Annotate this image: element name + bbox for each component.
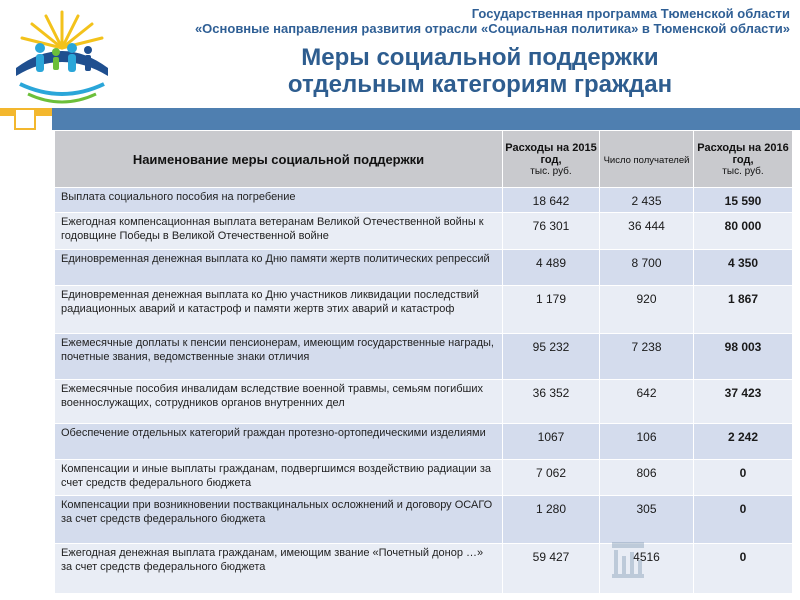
table-header-row <box>55 131 793 188</box>
header-measure-name: Наименование меры социальной поддержки <box>55 131 503 188</box>
recipients-value: 806 <box>600 460 694 496</box>
expenses-2016-value: 4 350 <box>694 250 793 286</box>
measure-name: Компенсации и иные выплаты гражданам, подвергшимся воздействию радиации за счет средств федерального бюджета <box>55 460 503 496</box>
support-measures-table <box>54 130 793 594</box>
header-expenses-2015-label: Расходы на 2015 год, <box>505 141 597 166</box>
program-header <box>150 6 790 36</box>
header-expenses-2015 <box>503 131 600 188</box>
table-row <box>55 544 793 594</box>
table-row <box>55 334 793 380</box>
header-expenses-2016-unit: тыс. руб. <box>722 165 764 177</box>
measure-name: Ежемесячные доплаты к пенсии пенсионерам, имеющим государственные награды, почетные звания, ведомственные знаки отличия <box>55 334 503 380</box>
table-row <box>55 286 793 334</box>
expenses-2016-value: 80 000 <box>694 213 793 250</box>
expenses-2015-value: 1067 <box>503 424 600 460</box>
table-row <box>55 460 793 496</box>
header-recipients <box>600 131 694 188</box>
recipients-value: 7 238 <box>600 334 694 380</box>
recipients-value: 4516 <box>600 544 694 594</box>
expenses-2016-value: 37 423 <box>694 380 793 424</box>
blue-divider <box>52 108 800 130</box>
expenses-2016-value: 0 <box>694 460 793 496</box>
expenses-2015-value: 36 352 <box>503 380 600 424</box>
expenses-2016-value: 15 590 <box>694 188 793 213</box>
measure-name: Обеспечение отдельных категорий граждан протезно-ортопедическими изделиями <box>55 424 503 460</box>
measure-name: Единовременная денежная выплата ко Дню памяти жертв политических репрессий <box>55 250 503 286</box>
expenses-2016-value: 98 003 <box>694 334 793 380</box>
program-line-1: Государственная программа Тюменской области <box>471 6 790 21</box>
expenses-2015-value: 4 489 <box>503 250 600 286</box>
page-title <box>230 44 730 98</box>
measure-name: Ежемесячные пособия инвалидам вследствие военной травмы, семьям погибших военнослужащих, сотрудников органов внутренних дел <box>55 380 503 424</box>
expenses-2016-value: 1 867 <box>694 286 793 334</box>
header-expenses-2016-label: Расходы на 2016 год, <box>697 141 789 166</box>
expenses-2016-value: 0 <box>694 544 793 594</box>
expenses-2016-value: 0 <box>694 496 793 544</box>
measure-name: Выплата социального пособия на погребение <box>55 188 503 213</box>
table-row <box>55 250 793 286</box>
measure-name: Единовременная денежная выплата ко Дню участников ликвидации последствий радиационных аварий и катастроф и памяти жертв этих аварий и катастроф <box>55 286 503 334</box>
expenses-2015-value: 95 232 <box>503 334 600 380</box>
title-line-1: Меры социальной поддержки <box>301 44 659 71</box>
recipients-value: 305 <box>600 496 694 544</box>
expenses-2015-value: 18 642 <box>503 188 600 213</box>
table-row <box>55 424 793 460</box>
recipients-value: 36 444 <box>600 213 694 250</box>
family-sun-logo <box>6 4 118 108</box>
recipients-value: 8 700 <box>600 250 694 286</box>
measure-name: Ежегодная денежная выплата гражданам, имеющим звание «Почетный донор …» за счет средств федерального бюджета <box>55 544 503 594</box>
expenses-2015-value: 7 062 <box>503 460 600 496</box>
header-expenses-2016 <box>694 131 793 188</box>
header-recipients-label: Число получателей <box>603 155 690 166</box>
expenses-2015-value: 1 179 <box>503 286 600 334</box>
recipients-value: 642 <box>600 380 694 424</box>
measure-name: Компенсации при возникновении поствакцинальных осложнений и договору ОСАГО за счет средств федерального бюджета <box>55 496 503 544</box>
expenses-2015-value: 59 427 <box>503 544 600 594</box>
expenses-2015-value: 1 280 <box>503 496 600 544</box>
expenses-2016-value: 2 242 <box>694 424 793 460</box>
title-line-2: отдельным категориям граждан <box>287 71 673 98</box>
table-row <box>55 496 793 544</box>
support-measures-table-wrap <box>54 130 792 594</box>
recipients-value: 2 435 <box>600 188 694 213</box>
recipients-value: 106 <box>600 424 694 460</box>
gold-square-ornament <box>14 108 36 130</box>
table-row <box>55 213 793 250</box>
recipients-value: 920 <box>600 286 694 334</box>
program-line-2: «Основные направления развития отрасли «Социальная политика» в Тюменской области» <box>194 21 790 36</box>
presentation-watermark-icon <box>610 540 646 580</box>
measure-name: Ежегодная компенсационная выплата ветеранам Великой Отечественной войны к годовщине Победы в Великой Отечественной войне <box>55 213 503 250</box>
table-row <box>55 380 793 424</box>
expenses-2015-value: 76 301 <box>503 213 600 250</box>
table-row <box>55 188 793 213</box>
header-expenses-2015-unit: тыс. руб. <box>530 165 572 177</box>
